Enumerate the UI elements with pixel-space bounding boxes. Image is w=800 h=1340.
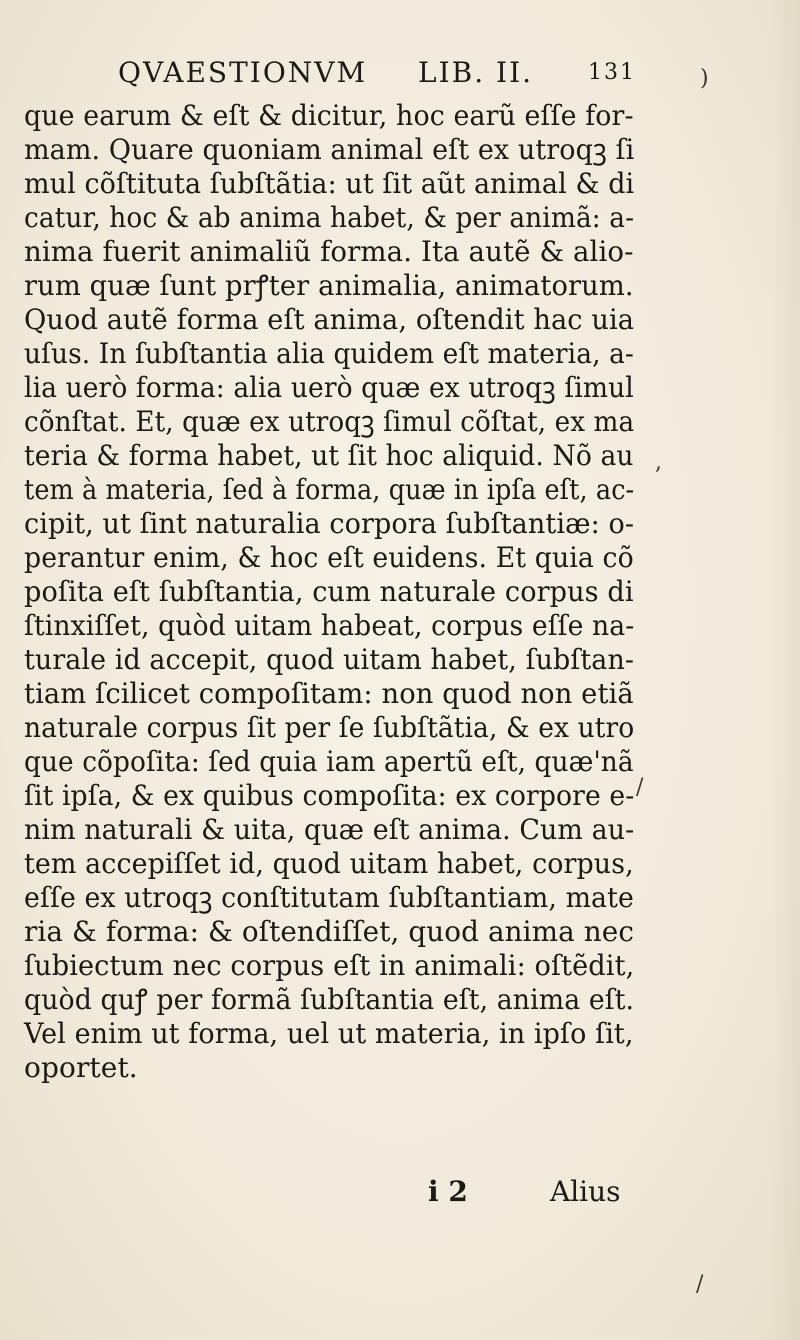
margin-mark: , [655,450,662,475]
text-block [24,99,634,1085]
text-line: mul cõſtituta ſubſtãtia: ut ſit aũt animal & di [24,167,635,200]
text-line: teria & forma habet, ut ſit hoc aliquid. Nõ au [24,439,634,472]
text-line: oportet. [24,1051,138,1084]
text-line: tiam ſcilicet compoſitam: non quod non etiã [24,677,634,710]
text-line: Quod autẽ forma eſt anima, oſtendit hac uia [24,303,635,336]
margin-mark: ) [700,66,709,91]
text-line: naturale corpus ſit per ſe ſubſtãtia, & ex utro [24,711,635,744]
text-line: cõnſtat. Et, quæ ex utroqꝫ ſimul cõſtat, ex ma [24,405,635,438]
running-head-title: QVAESTIONVM [118,56,368,89]
text-line: mam. Quare quoniam animal eſt ex utroqꝫ ſi [24,133,635,166]
text-line: rum quæ ſunt prꝭter animalia, animatorum. [24,269,634,302]
signature-mark: i 2 [428,1175,468,1208]
text-line: nim naturali & uita, quæ eſt anima. Cum au- [24,813,635,846]
running-head [118,56,698,96]
text-line: turale id accepit, quod uitam habet, ſubſtan- [24,643,635,676]
text-line: que cõpoſita: ſed quia iam apertũ eſt, quæ'nã [24,745,634,778]
text-line: catur, hoc & ab anima habet, & per animã: a- [24,201,635,234]
text-line: nima fuerit animaliũ forma. Ita autẽ & alio- [24,235,634,268]
text-line: tem à materia, ſed à forma, quæ in ipſa eſt, ac- [24,473,635,506]
text-line: ſit ipſa, & ex quibus compoſita: ex corpore e- [24,779,635,812]
text-line: ria & forma: & oſtendiſſet, quod anima nec [24,915,635,948]
text-line: que earum & eſt & dicitur, hoc earũ eſſe for- [24,99,634,132]
text-line: poſita eſt ſubſtantia, cum naturale corpus di [24,575,634,608]
text-line: quòd quꝭ per formã ſubſtantia eſt, anima eſt. [24,983,635,1016]
text-line: cipit, ut ſint naturalia corpora ſubſtantiæ: o- [24,507,635,540]
folio-number: 131 [588,60,636,85]
text-line: Vel enim ut forma, uel ut materia, in ipſo ſit, [24,1017,634,1050]
text-line: perantur enim, & hoc eſt euidens. Et quia cõ [24,541,634,574]
margin-mark: / [696,1272,704,1297]
margin-mark: / [636,775,644,800]
running-head-book: LIB. II. [418,56,534,89]
page-footer [0,1175,800,1215]
text-line: uſus. In ſubſtantia alia quidem eſt materia, a- [24,337,634,370]
text-line: tem accepiſſet id, quod uitam habet, corpus, [24,847,634,880]
text-line: ſtinxiſſet, quòd uitam habeat, corpus eſſe na- [24,609,635,642]
page-edge [770,0,800,1340]
text-line: lia uerò forma: alia uerò quæ ex utroqꝫ ſimul [24,371,634,404]
text-line: eſſe ex utroqꝫ conſtitutam ſubſtantiam, mate [24,881,634,914]
text-line: ſubiectum nec corpus eſt in animali: oſtẽdit, [24,949,635,982]
catchword: Alius [550,1175,621,1208]
